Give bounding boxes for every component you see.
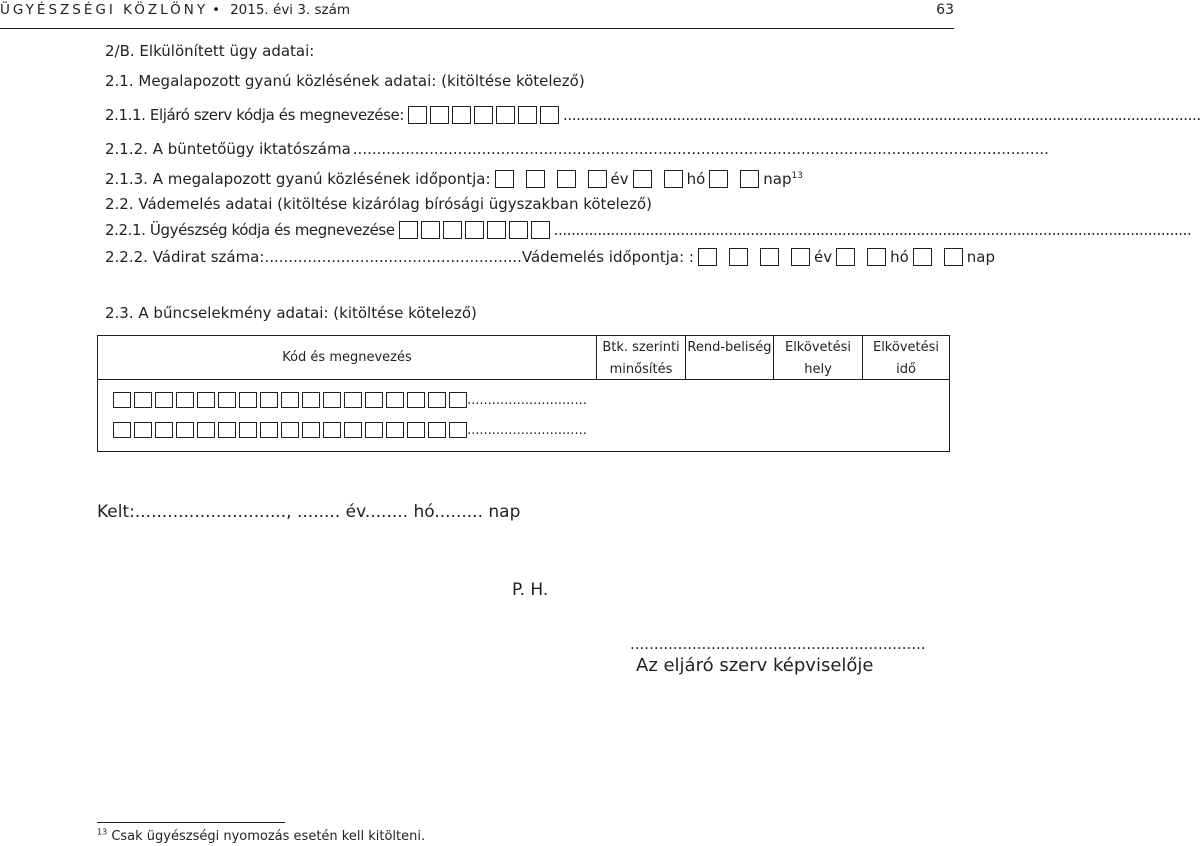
column-header-qualification: Btk. szerinti minősítés [597, 336, 686, 380]
year-boxes[interactable] [495, 170, 607, 188]
signature-field[interactable]: .............................................................. [630, 635, 926, 653]
label-2-1-2: 2.1.2. A büntetőügy iktatószáma [105, 140, 351, 158]
agency-code-boxes[interactable] [408, 106, 559, 124]
footnote-divider [97, 822, 285, 823]
label-2-2-2: 2.2.2. Vádirat száma: [105, 248, 265, 266]
indictment-month-boxes[interactable] [836, 248, 886, 266]
label-2-2-1: 2.2.1. Ügyészség kódja és megnevezése [105, 221, 395, 239]
kelt-line[interactable]: Kelt:............................, ........ év........ hó......... nap [97, 502, 521, 522]
year-label: év [610, 170, 629, 188]
footnote-text: Csak ügyészségi nyomozás esetén kell kitölteni. [111, 829, 426, 844]
offence-code-boxes[interactable] [113, 392, 467, 408]
day-label: nap$^{13}$ [763, 170, 803, 188]
day-boxes[interactable] [709, 170, 759, 188]
table-row [113, 390, 587, 410]
line-2-2-1 [105, 219, 1192, 241]
indictment-number-field[interactable]: ...................................................... [264, 248, 522, 266]
section-2b-title: 2/B. Elkülönített ügy adatai: [105, 42, 315, 60]
label-2-1-1: 2.1.1. Eljáró szerv kódja és megnevezése: [105, 106, 405, 124]
footnote [97, 829, 425, 844]
line-2-1-3 [105, 168, 951, 190]
prosecutor-code-boxes[interactable] [399, 221, 550, 239]
line-2-1-1 [105, 104, 1201, 126]
line-2-1-2 [105, 138, 1049, 160]
journal-title: ÜGYÉSZSÉGI KÖZLÖNY • 2015. évi 3. szám [0, 2, 351, 18]
line-2-1: 2.1. Megalapozott gyanú közlésének adatai: (kitöltése kötelező) [105, 72, 585, 90]
month-label: hó [890, 248, 909, 266]
page-number: 63 [936, 2, 954, 18]
indictment-date-label: Vádemelés időpontja: : [521, 248, 694, 266]
dot-leader: .................................................................................................................................................. [563, 106, 1201, 124]
footnote-number: 13 [97, 827, 108, 837]
indictment-day-boxes[interactable] [913, 248, 963, 266]
offence-table [97, 335, 950, 452]
day-label: nap [966, 248, 995, 266]
seal-mark: P. H. [512, 580, 549, 600]
line-2-2: 2.2. Vádemelés adatai (kitöltése kizárólag bírósági ügyszakban kötelező) [105, 195, 652, 213]
column-header-time: Elkövetési idő [863, 336, 949, 380]
offence-name-field[interactable]: ............................. [467, 422, 587, 438]
year-label: év [813, 248, 833, 266]
footnote-ref: 13 [791, 171, 803, 181]
line-2-2-2 [105, 246, 995, 268]
indictment-year-boxes[interactable] [698, 248, 810, 266]
column-header-code: Kód és megnevezés [98, 336, 597, 380]
offence-name-field[interactable]: ............................. [467, 392, 587, 408]
case-number-field[interactable]: .................................................................................................................................................. [352, 140, 1049, 158]
column-header-place: Elkövetési hely [774, 336, 863, 380]
column-header-complicity: Rend-beliség [686, 336, 774, 380]
running-header [0, 2, 954, 29]
label-2-1-3: 2.1.3. A megalapozott gyanú közlésének időpontja: [105, 170, 491, 188]
table-row [113, 420, 587, 440]
dot-leader: .................................................................................................................................................. [553, 221, 1192, 239]
month-boxes[interactable] [633, 170, 683, 188]
offence-code-boxes[interactable] [113, 422, 467, 438]
signature-label: Az eljáró szerv képviselője [636, 655, 874, 676]
month-label: hó [686, 170, 706, 188]
section-2-3-title: 2.3. A bűncselekmény adatai: (kitöltése kötelező) [105, 304, 477, 322]
